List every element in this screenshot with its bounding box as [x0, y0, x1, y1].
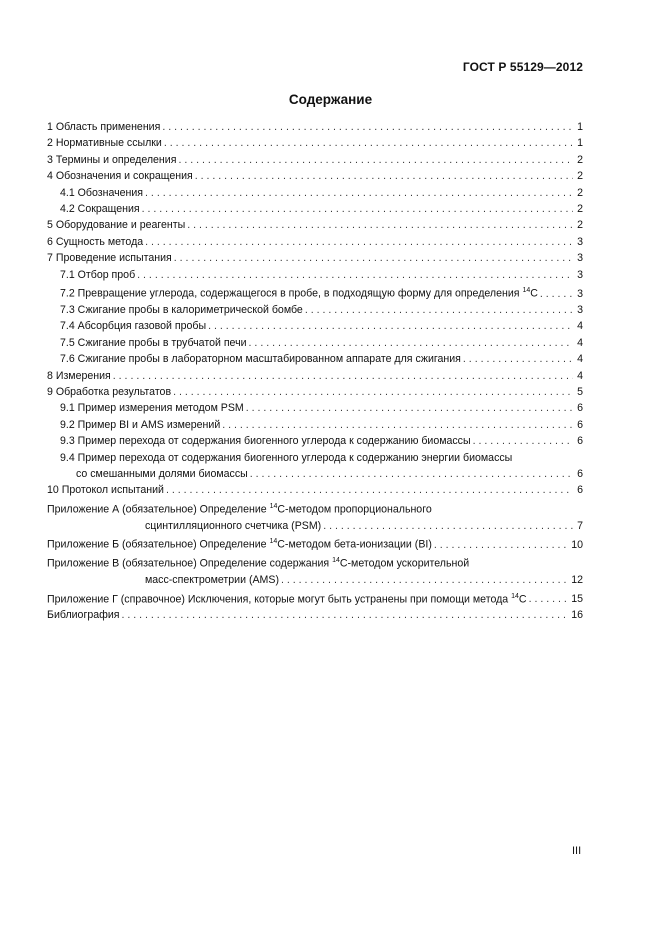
toc-entry-7-2[interactable]: 7.2 Превращение углерода, содержащегося в пробе, в подходящую форму для определения $^{14}$C . . . 3 — [47, 283, 583, 302]
toc-appendix-a-line1[interactable]: Приложение А (обязательное) Определение $^{14}$С-методом пропорционального — [47, 502, 432, 516]
toc-bibliography[interactable]: Библиография . . . 16 — [47, 607, 583, 623]
toc-entry-7-4[interactable]: 7.4 Абсорбция газовой пробы . . . 4 — [47, 318, 583, 334]
toc-entry-7-6[interactable]: 7.6 Сжигание пробы в лабораторном масштабированном аппарате для сжигания . . . 4 — [47, 351, 583, 367]
page-title: Содержание — [288, 92, 373, 107]
toc-appendix-g[interactable]: Приложение Г (справочное) Исключения, которые могут быть устранены при помощи метода $^{14}$С . . . 15 — [47, 589, 583, 608]
toc-entry-9[interactable]: 9 Обработка результатов . . . 5 — [47, 384, 583, 400]
toc-entry-10[interactable]: 10 Протокол испытаний . . . 6 — [47, 482, 583, 498]
toc-entry-3[interactable]: 3 Термины и определения . . . 2 — [47, 152, 583, 168]
toc-entry-1[interactable]: 1 Область применения . . . 1 — [47, 119, 583, 135]
toc-appendix-v-line1[interactable]: Приложение В (обязательное) Определение содержания $^{14}$С-методом ускорительной — [47, 557, 470, 570]
toc-entry-4-1[interactable]: 4.1 Обозначения . . . 2 — [47, 185, 583, 201]
table-of-contents — [47, 119, 583, 624]
toc-appendix-v-line2[interactable]: масс-спектрометрии (AMS) . . . 12 — [47, 572, 583, 588]
toc-entry-8[interactable]: 8 Измерения . . . 4 — [47, 368, 583, 384]
toc-entry-4-2[interactable]: 4.2 Сокращения . . . 2 — [47, 201, 583, 217]
toc-entry-7-3[interactable]: 7.3 Сжигание пробы в калориметрической бомбе . . . 3 — [47, 302, 583, 318]
toc-entry-9-4-line2[interactable]: со смешанными долями биомассы . . . 6 — [47, 466, 583, 482]
standard-number: ГОСТ Р 55129—2012 — [462, 60, 583, 74]
toc-entry-5[interactable]: 5 Оборудование и реагенты . . . 2 — [47, 217, 583, 233]
toc-entry-6[interactable]: 6 Сущность метода . . . 3 — [47, 234, 583, 250]
toc-entry-4[interactable]: 4 Обозначения и сокращения . . . 2 — [47, 168, 583, 184]
toc-appendix-a-line2[interactable]: сцинтилляционного счетчика (PSM) . . . 7 — [47, 518, 583, 534]
toc-entry-7[interactable]: 7 Проведение испытания . . . 3 — [47, 250, 583, 266]
page-number: III — [572, 845, 582, 857]
toc-appendix-b[interactable]: Приложение Б (обязательное) Определение $^{14}$С-методом бета-ионизации (BI) . . . 10 — [47, 534, 583, 553]
toc-entry-9-2[interactable]: 9.2 Пример BI и AMS измерений . . . 6 — [47, 417, 583, 433]
toc-entry-9-1[interactable]: 9.1 Пример измерения методом PSM . . . 6 — [47, 400, 583, 416]
toc-entry-7-1[interactable]: 7.1 Отбор проб . . . 3 — [47, 267, 583, 283]
toc-entry-2[interactable]: 2 Нормативные ссылки . . . 1 — [47, 135, 583, 151]
toc-entry-9-3[interactable]: 9.3 Пример перехода от содержания биогенного углерода к содержанию биомассы . . . 6 — [47, 433, 583, 449]
toc-entry-9-4-line1[interactable]: 9.4 Пример перехода от содержания биогенного углерода к содержанию энергии биомассы — [60, 451, 513, 464]
toc-entry-7-5[interactable]: 7.5 Сжигание пробы в трубчатой печи . . . 4 — [47, 335, 583, 351]
